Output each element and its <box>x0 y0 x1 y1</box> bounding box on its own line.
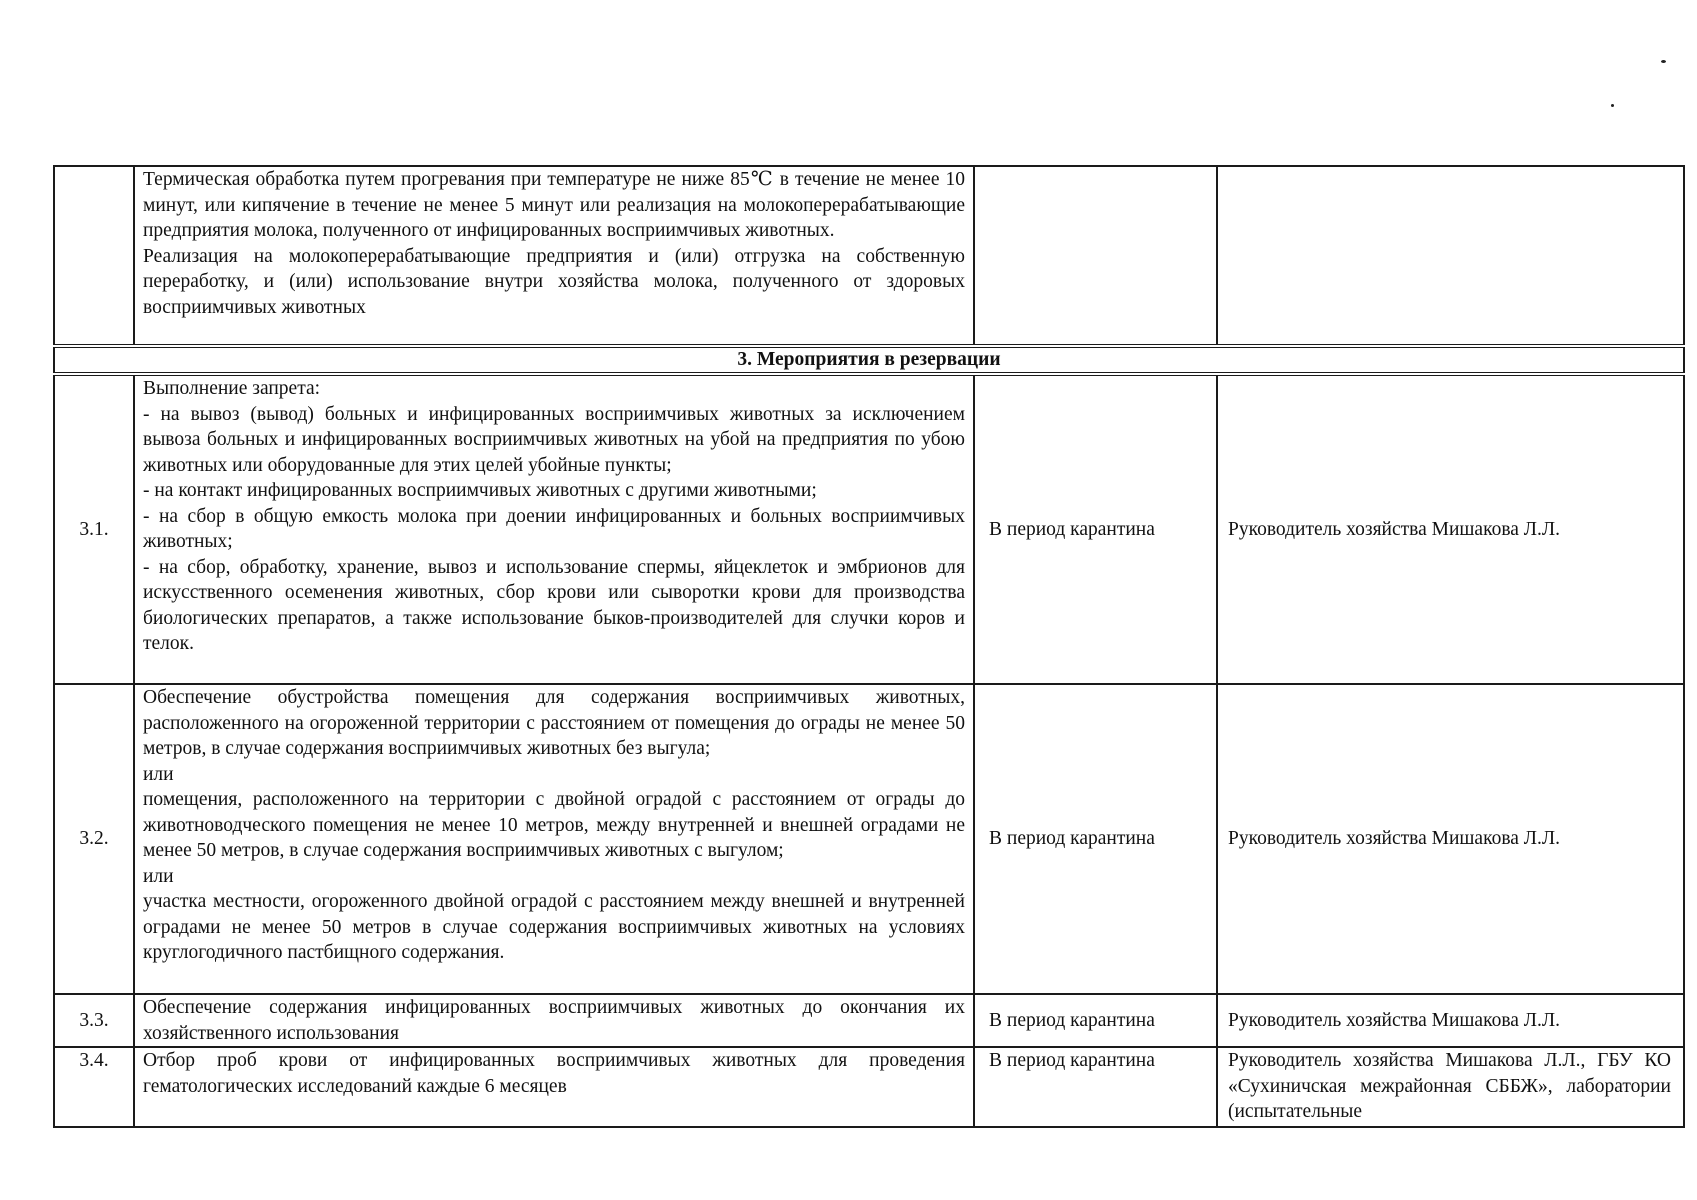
scan-speck <box>1611 104 1614 107</box>
description-paragraph: или <box>143 763 174 785</box>
responsible-cell: Руководитель хозяйства Мишакова Л.Л. <box>1217 684 1684 994</box>
table-row <box>54 1047 1684 1127</box>
row-number: 3.1. <box>54 374 134 684</box>
table-row <box>54 374 1684 684</box>
section-title: 3. Мероприятия в резервации <box>54 346 1684 374</box>
table-row <box>54 994 1684 1047</box>
description-paragraph: Термическая обработка путем прогревания при температуре не ниже 85℃ в течение не менее 10 минут, или кипячение в течение не менее 5 минут или реализация на молокоперерабатывающие предприятия молока, полученного от инфицированных восприимчивых животных. <box>143 169 965 241</box>
responsible-cell <box>1217 166 1684 346</box>
description-paragraph: - на сбор, обработку, хранение, вывоз и использование спермы, яйцеклеток и эмбрионов для искусственного осеменения животных, сбор крови или сыворотки крови для производства биологических препаратов, а также использование быков-производителей для случки коров и телок. <box>143 556 965 654</box>
period-cell: В период карантина <box>974 994 1217 1047</box>
description-paragraph: Выполнение запрета: <box>143 378 321 399</box>
row-number: 3.2. <box>54 684 134 994</box>
description-paragraph: или <box>143 865 174 887</box>
table-row <box>54 166 1684 346</box>
responsible-cell: Руководитель хозяйства Мишакова Л.Л., ГБУ КО «Сухиничская межрайонная СББЖ», лаборатории (испытательные <box>1217 1047 1684 1127</box>
description-cell <box>134 994 974 1047</box>
description-paragraph: участка местности, огороженного двойной оградой с расстоянием между внешней и внутренней оградами не менее 50 метров в случае содержания восприимчивых животных на условиях круглогодичного пастбищного содержания. <box>143 891 965 963</box>
description-cell <box>134 1047 974 1127</box>
period-cell: В период карантина <box>974 684 1217 994</box>
measures-table <box>53 165 1685 1128</box>
description-paragraph: Обеспечение содержания инфицированных восприимчивых животных до окончания их хозяйственного использования <box>143 997 965 1044</box>
responsible-cell: Руководитель хозяйства Мишакова Л.Л. <box>1217 994 1684 1047</box>
row-number: 3.3. <box>54 994 134 1047</box>
section-header-row <box>54 346 1684 374</box>
description-paragraph: - на контакт инфицированных восприимчивых животных с другими животными; <box>143 480 817 501</box>
description-paragraph: - на сбор в общую емкость молока при доении инфицированных и больных восприимчивых животных; <box>143 505 965 552</box>
description-paragraph: Обеспечение обустройства помещения для содержания восприимчивых животных, расположенного на огороженной территории с расстоянием от помещения до ограды не менее 50 метров, в случае содержания восприимчивых животных без выгула; <box>143 687 965 759</box>
description-cell <box>134 684 974 994</box>
row-number: 3.4. <box>54 1047 134 1127</box>
scan-speck <box>1661 60 1666 63</box>
table-row <box>54 684 1684 994</box>
period-cell: В период карантина <box>974 1047 1217 1127</box>
description-cell <box>134 374 974 684</box>
description-paragraph: Реализация на молокоперерабатывающие предприятия и (или) отгрузка на собственную переработку, и (или) использование внутри хозяйства молока, полученного от здоровых восприимчивых животных <box>143 245 965 318</box>
description-cell <box>134 166 974 346</box>
period-cell <box>974 166 1217 346</box>
period-cell: В период карантина <box>974 374 1217 684</box>
description-paragraph: - на вывоз (вывод) больных и инфицированных восприимчивых животных за исключением вывоза больных и инфицированных восприимчивых животных на убой на предприятия по убою животных или оборудованные для этих целей убойные пункты; <box>143 403 965 476</box>
description-paragraph: Отбор проб крови от инфицированных восприимчивых животных для проведения гематологических исследований каждые 6 месяцев <box>143 1050 965 1097</box>
description-paragraph: помещения, расположенного на территории с двойной оградой с расстоянием от ограды до животноводческого помещения не менее 10 метров, между внутренней и внешней оградами не менее 50 метров, в случае содержания восприимчивых животных с выгулом; <box>143 789 965 861</box>
row-number-cell <box>54 166 134 346</box>
responsible-cell: Руководитель хозяйства Мишакова Л.Л. <box>1217 374 1684 684</box>
